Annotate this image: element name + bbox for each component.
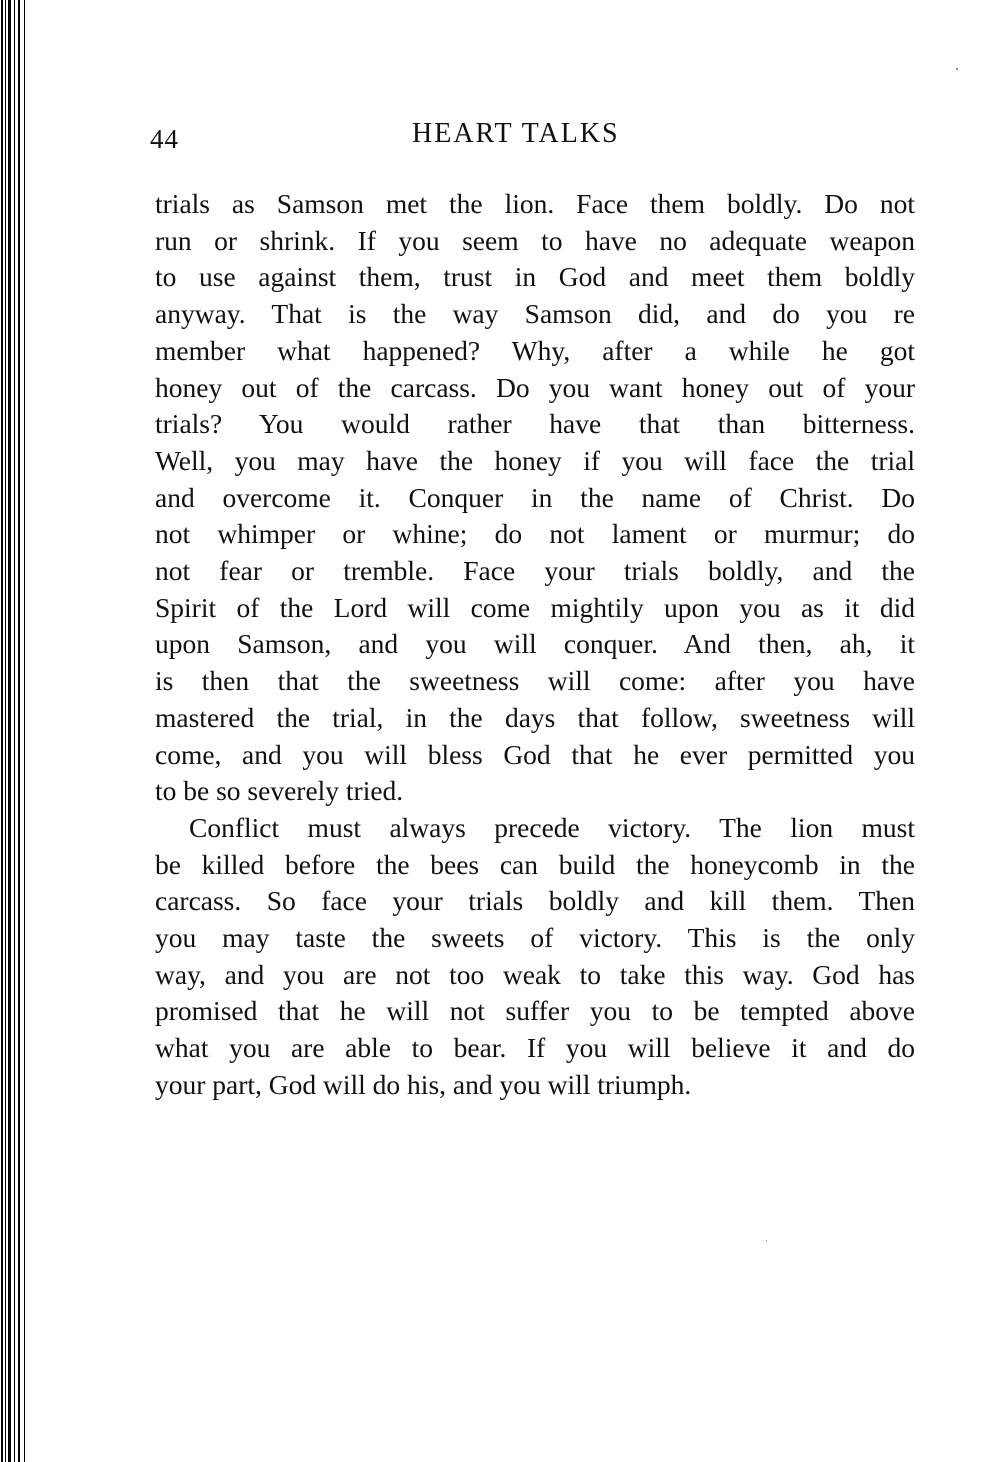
- paragraph-2: [155, 810, 915, 1104]
- text-line: trials as Samson met the lion. Face them boldly. Do not: [155, 188, 915, 219]
- body-text: [155, 186, 915, 1104]
- text-line: Conflict must always precede victory. The lion must: [189, 811, 915, 843]
- text-line: way, and you are not too weak to take this way. God has: [155, 958, 915, 990]
- text-line: promised that he will not suffer you to be tempted above: [155, 995, 915, 1027]
- text-line: anyway. That is the way Samson did, and do you re: [155, 298, 915, 330]
- scan-speck: [956, 68, 958, 70]
- text-line: not fear or tremble. Face your trials boldly, and the: [155, 555, 915, 587]
- running-head: HEART TALKS: [412, 118, 620, 149]
- text-line: and overcome it. Conquer in the name of Christ. Do: [155, 481, 915, 513]
- text-line: come, and you will bless God that he ever permitted you: [155, 738, 915, 770]
- text-line: be killed before the bees can build the honeycomb in the: [155, 848, 915, 880]
- text-line: trials? You would rather have that than bitterness.: [155, 408, 915, 440]
- text-line: Well, you may have the honey if you will face the trial: [155, 444, 915, 476]
- text-line: is then that the sweetness will come: after you have: [155, 665, 915, 697]
- text-line: Spirit of the Lord will come mightily upon you as it did: [155, 591, 915, 623]
- page-number: 44: [150, 124, 179, 154]
- text-line: member what happened? Why, after a while he got: [155, 334, 915, 366]
- text-line: your part, God will do his, and you will triumph.: [155, 1068, 692, 1100]
- text-line: mastered the trial, in the days that follow, sweetness will: [155, 701, 915, 733]
- page-header: [150, 118, 910, 158]
- text-line: carcass. So face your trials boldly and kill them. Then: [155, 885, 915, 917]
- text-line: not whimper or whine; do not lament or murmur; do: [155, 518, 915, 550]
- binding-edge: [0, 0, 30, 1462]
- text-line: run or shrink. If you seem to have no adequate weapon: [155, 224, 915, 256]
- text-line: honey out of the carcass. Do you want honey out of your: [155, 371, 915, 403]
- scan-speck: [766, 1240, 767, 1241]
- text-line: to be so severely tried.: [155, 775, 404, 807]
- text-line: you may taste the sweets of victory. This is the only: [155, 922, 915, 954]
- paragraph-1: [155, 186, 915, 810]
- text-line: to use against them, trust in God and meet them boldly: [155, 261, 915, 293]
- text-line: upon Samson, and you will conquer. And then, ah, it: [155, 628, 915, 660]
- text-line: what you are able to bear. If you will believe it and do: [155, 1032, 915, 1064]
